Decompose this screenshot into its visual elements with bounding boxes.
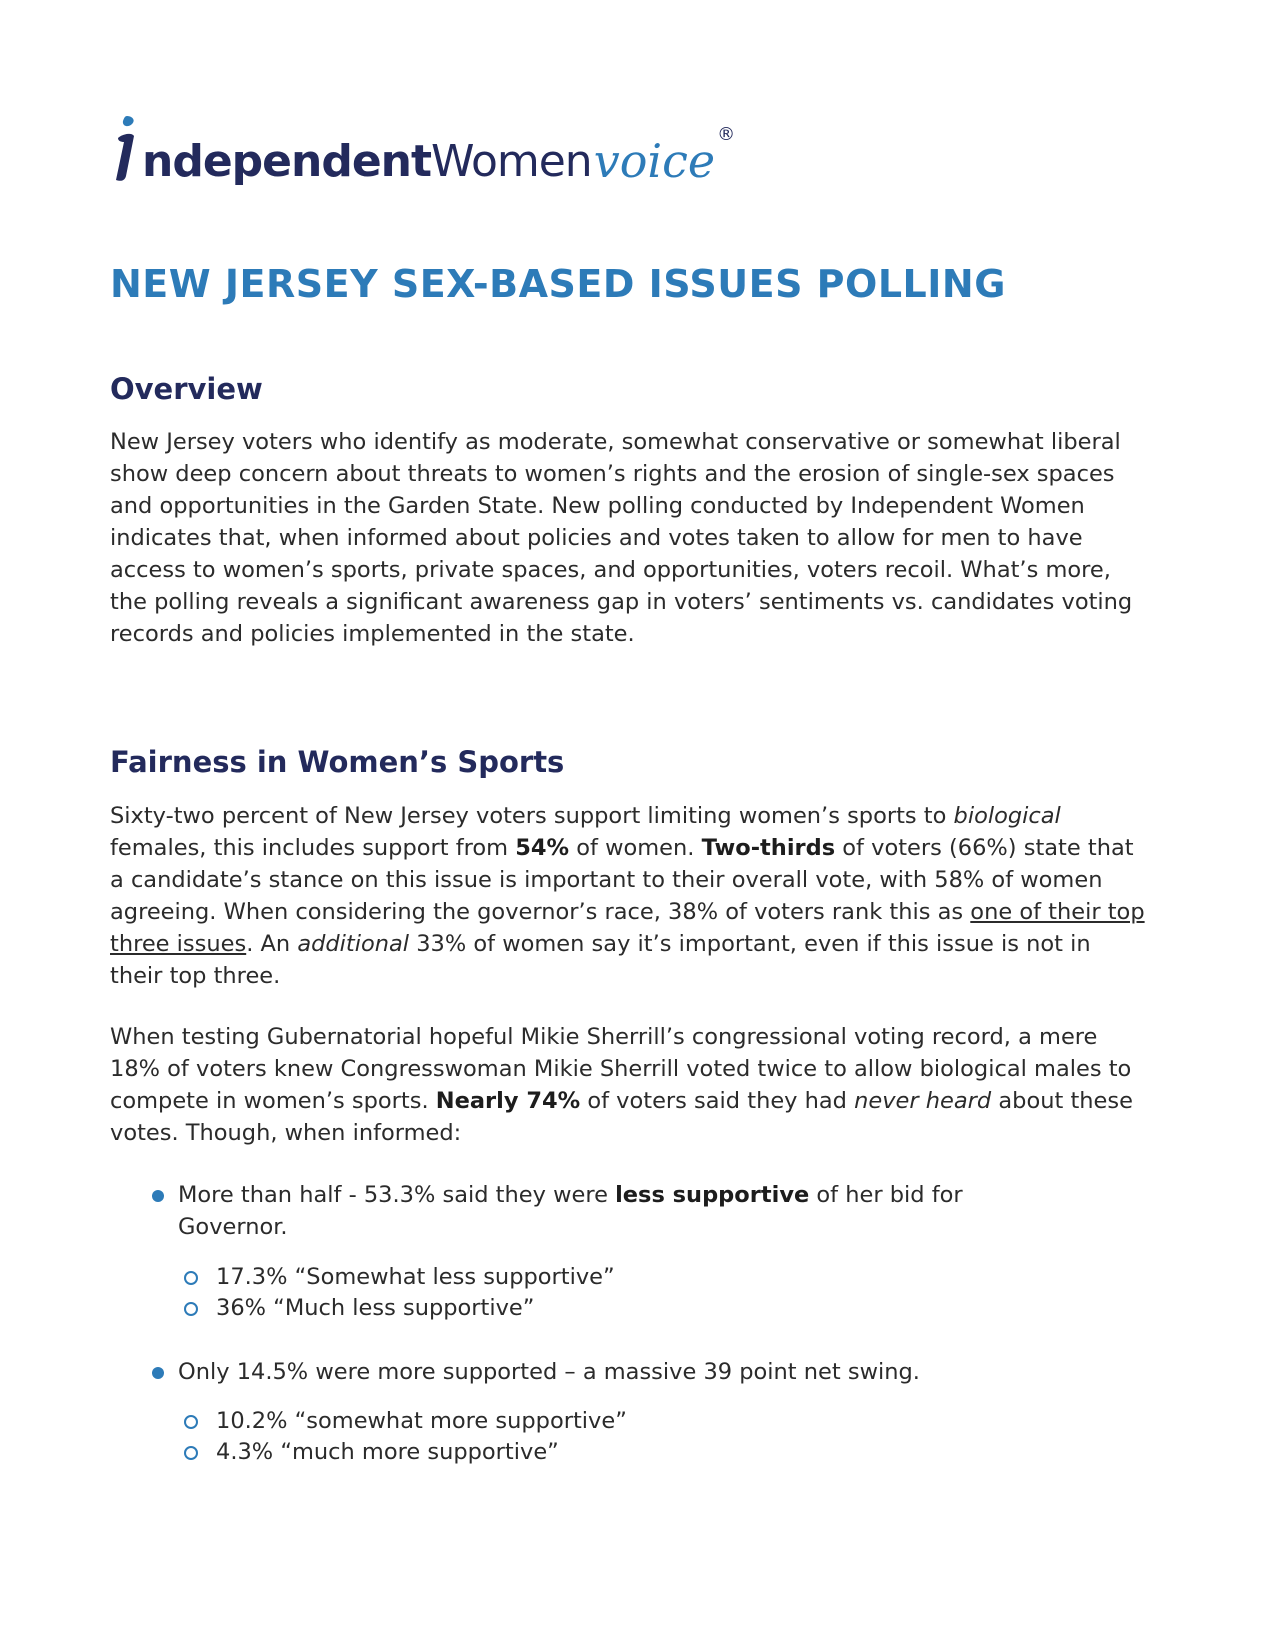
womens-sports-paragraph-2: When testing Gubernatorial hopeful Mikie Sherrill’s congressional voting record, a mere 18% of voters knew Congresswoman Mikie Sherrill voted twice to allow biological males to compete in women’s sports. Nearly 74% of voters said they had never heard about these votes. Though, when informed: [110, 1024, 1133, 1146]
sub-list-item: 17.3% “Somewhat less supportive” [184, 1261, 615, 1293]
logo-bold-text: ndependent [142, 136, 432, 187]
logo-registered-mark: ® [717, 124, 736, 145]
overview-heading: Overview [110, 372, 263, 406]
list-item: Only 14.5% were more supported – a massive 39 point net swing. [152, 1356, 1078, 1388]
bullet-dot-icon [152, 1367, 164, 1379]
sub-list-item: 4.3% “much more supportive” [184, 1436, 559, 1468]
womens-sports-heading: Fairness in Women’s Sports [110, 745, 565, 779]
sub-list-item: 36% “Much less supportive” [184, 1292, 534, 1324]
logo-i-mark-icon [110, 114, 140, 184]
logo-light-text: Women [431, 136, 592, 187]
independent-women-voice-logo [110, 104, 736, 188]
logo-script-text: voice [593, 134, 716, 188]
bullet-ring-icon [184, 1271, 198, 1285]
list-item: More than half - 53.3% said they were less supportive of her bid for Governor. [152, 1179, 1078, 1243]
womens-sports-paragraph-1: Sixty-two percent of New Jersey voters support limiting women’s sports to biological females, this includes support from 54% of women. Two-thirds of voters (66%) state that a candidate’s stance on this issue is important to their overall vote, with 58% of women agreeing. When considering the governor’s race, 38% of voters rank this as one of their top three issues. An additional 33% of women say it’s important, even if this issue is not in their top three. [110, 803, 1145, 989]
bullet-ring-icon [184, 1446, 198, 1460]
page-title: NEW JERSEY SEX-BASED ISSUES POLLING [110, 262, 1006, 306]
overview-paragraph: New Jersey voters who identify as moderate, somewhat conservative or somewhat liberal show deep concern about threats to women’s rights and the erosion of single-sex spaces and opportunities in the Garden State. New polling conducted by Independent Women indicates that, when informed about policies and votes taken to allow for men to have access to women’s sports, private spaces, and opportunities, voters recoil. What’s more, the polling reveals a significant awareness gap in voters’ sentiments vs. candidates voting records and policies implemented in the state. [110, 429, 1133, 647]
bullet-ring-icon [184, 1415, 198, 1429]
bullet-ring-icon [184, 1302, 198, 1316]
bullet-dot-icon [152, 1190, 164, 1202]
sub-list-item: 10.2% “somewhat more supportive” [184, 1405, 627, 1437]
